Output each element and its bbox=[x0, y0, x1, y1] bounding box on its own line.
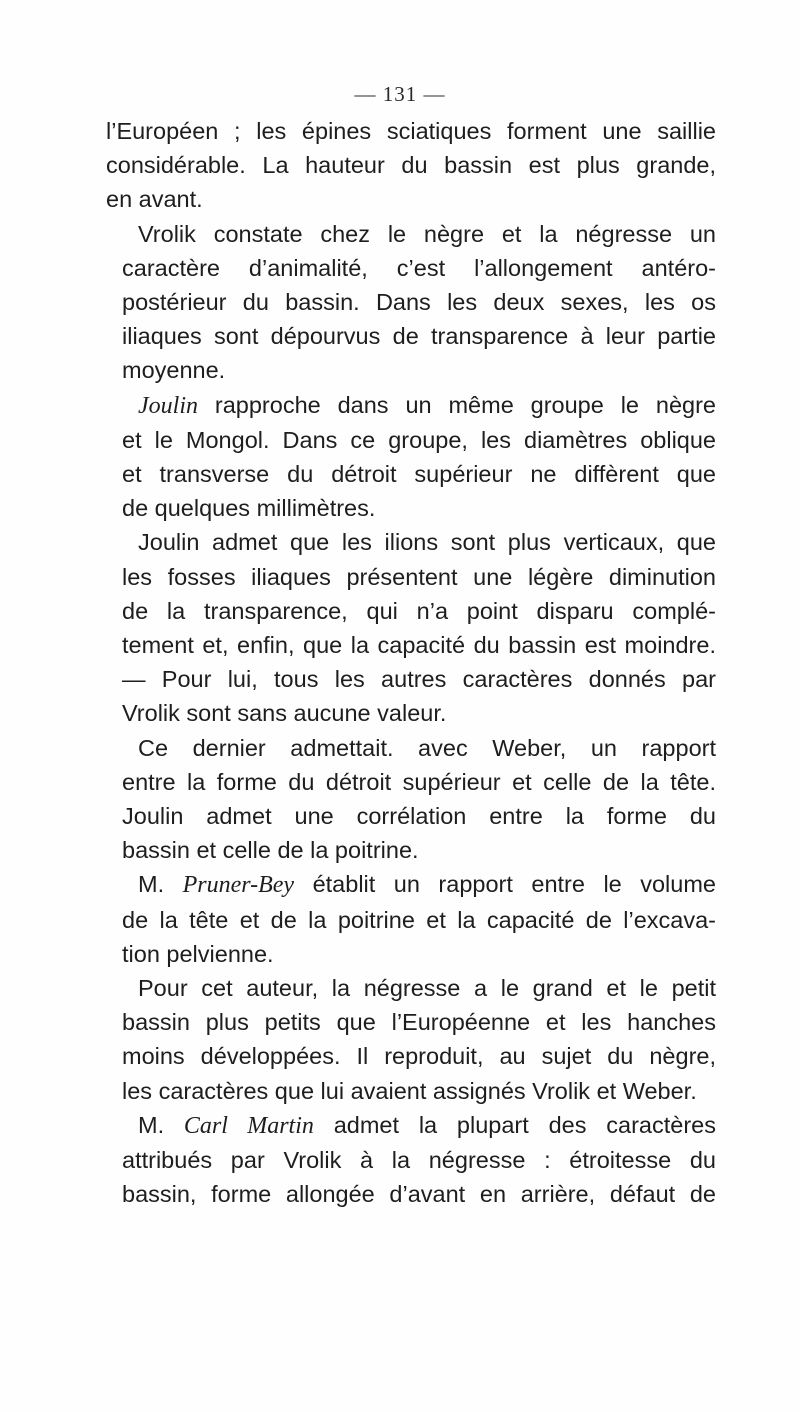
paragraph-7 bbox=[106, 971, 716, 1108]
paragraph-3 bbox=[106, 388, 716, 526]
text-fragment: rapproche dans un même groupe le nègre bbox=[198, 391, 716, 418]
text-line: de la transparence, qui n’a point disparu complé- bbox=[122, 597, 716, 624]
text-line: iliaques sont dépourvus de transparence à leur partie bbox=[122, 323, 716, 350]
text-line bbox=[106, 1108, 716, 1143]
text-line: bassin et celle de la poitrine. bbox=[122, 837, 419, 864]
text-line: tion pelvienne. bbox=[122, 940, 274, 967]
text-line: moins développées. Il reproduit, au sujet du nègre, bbox=[122, 1043, 716, 1070]
honorific: M. bbox=[138, 871, 183, 898]
text-line: caractère d’animalité, c’est l’allongement antéro- bbox=[122, 254, 716, 281]
text-line: considérable. La hauteur du bassin est plus grande, bbox=[106, 152, 716, 179]
honorific: M. bbox=[138, 1111, 184, 1138]
text-line: de quelques millimètres. bbox=[122, 495, 376, 522]
text-line bbox=[106, 867, 716, 902]
text-line: les caractères que lui avaient assignés Vrolik et Weber. bbox=[122, 1077, 697, 1104]
paragraph-4 bbox=[106, 525, 716, 730]
text-line: Vrolik sont sans aucune valeur. bbox=[122, 700, 447, 727]
text-line: en avant. bbox=[106, 186, 203, 213]
author-name-italic: Carl Martin bbox=[183, 1112, 314, 1139]
paragraph-5 bbox=[106, 731, 716, 868]
text-line: Pour cet auteur, la négresse a le grand et le petit bbox=[138, 975, 716, 1002]
paragraph-6 bbox=[106, 867, 716, 971]
text-line: bassin, forme allongée d’avant en arrière, défaut de bbox=[122, 1181, 716, 1208]
text-line: tement et, enfin, que la capacité du bassin est moindre. bbox=[122, 632, 716, 659]
text-line: l’Européen ; les épines sciatiques forment une saillie bbox=[106, 118, 716, 144]
text-line: moyenne. bbox=[122, 357, 226, 384]
body-text bbox=[106, 114, 716, 1212]
paragraph-1 bbox=[106, 114, 716, 217]
paragraph-2 bbox=[106, 217, 716, 388]
text-line: postérieur du bassin. Dans les deux sexes, les os bbox=[122, 289, 716, 316]
paragraph-8 bbox=[106, 1108, 716, 1212]
text-line: bassin plus petits que l’Européenne et les hanches bbox=[122, 1009, 716, 1036]
text-line: Vrolik constate chez le nègre et la négresse un bbox=[138, 220, 716, 247]
text-line: les fosses iliaques présentent une légère diminution bbox=[122, 563, 716, 590]
author-name-italic: Joulin bbox=[138, 392, 198, 419]
text-line: et transverse du détroit supérieur ne diffèrent que bbox=[122, 461, 716, 488]
text-line: attribués par Vrolik à la négresse : étroitesse du bbox=[122, 1147, 716, 1174]
text-line: Joulin admet que les ilions sont plus verticaux, que bbox=[138, 529, 716, 556]
author-name-italic: Pruner-Bey bbox=[182, 872, 295, 899]
text-line: et le Mongol. Dans ce groupe, les diamètres oblique bbox=[122, 426, 716, 453]
text-fragment: établit un rapport entre le volume bbox=[294, 871, 716, 898]
text-line: Ce dernier admettait. avec Weber, un rapport bbox=[138, 734, 716, 761]
text-fragment: admet la plupart des caractères bbox=[313, 1111, 716, 1138]
text-line: entre la forme du détroit supérieur et celle de la tête. bbox=[122, 768, 716, 795]
text-line: de la tête et de la poitrine et la capacité de l’excava- bbox=[122, 906, 716, 933]
page-number: — 131 — bbox=[354, 82, 446, 106]
text-line bbox=[106, 388, 716, 423]
text-line: Joulin admet une corrélation entre la forme du bbox=[122, 803, 716, 830]
text-line: — Pour lui, tous les autres caractères donnés par bbox=[122, 666, 716, 693]
